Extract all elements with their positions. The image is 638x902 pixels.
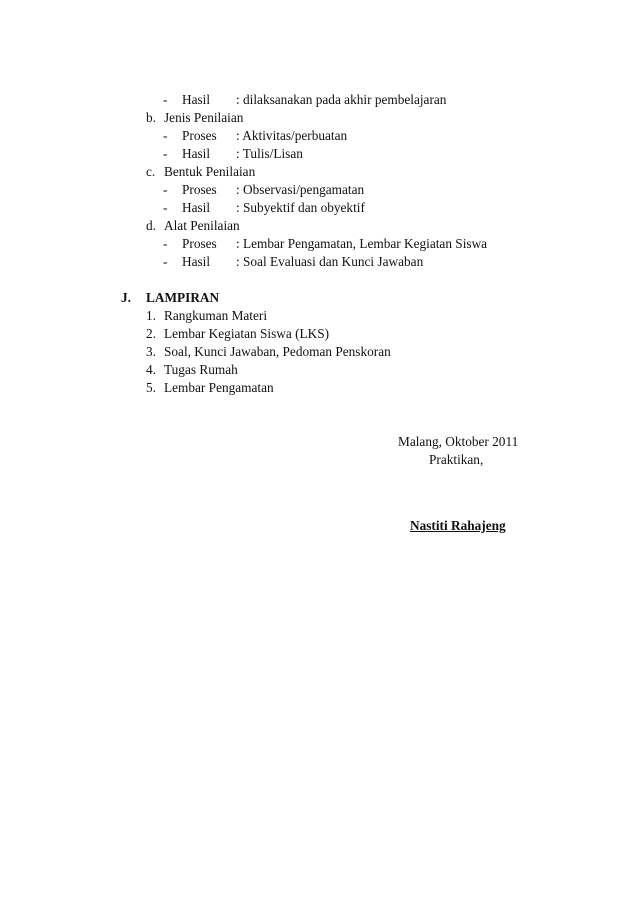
item-key: Hasil xyxy=(182,146,211,161)
item-key: Proses xyxy=(182,128,217,143)
signature-place-date: Malang, Oktober 2011 xyxy=(398,434,519,449)
item-value: : dilaksanakan pada akhir pembelajaran xyxy=(236,92,447,107)
item-number: 2. xyxy=(146,326,156,341)
item-text: Lembar Pengamatan xyxy=(164,380,274,395)
item-value: : Soal Evaluasi dan Kunci Jawaban xyxy=(236,254,424,269)
item-number: 1. xyxy=(146,308,156,323)
item-value: : Observasi/pengamatan xyxy=(236,182,365,197)
signature-name: Nastiti Rahajeng xyxy=(410,518,506,533)
item-key: Hasil xyxy=(182,92,211,107)
item-number: 3. xyxy=(146,344,156,359)
item-value: : Tulis/Lisan xyxy=(236,146,303,161)
item-number: 5. xyxy=(146,380,156,395)
item-text: Tugas Rumah xyxy=(164,362,238,377)
section-marker: c. xyxy=(146,164,156,179)
dash-marker: - xyxy=(163,236,168,251)
section-marker: J. xyxy=(121,290,131,305)
dash-marker: - xyxy=(163,254,168,269)
signature-role: Praktikan, xyxy=(429,452,484,467)
item-value: : Aktivitas/perbuatan xyxy=(236,128,348,143)
section-title: LAMPIRAN xyxy=(146,290,220,305)
item-key: Hasil xyxy=(182,254,211,269)
dash-marker: - xyxy=(163,200,168,215)
item-key: Hasil xyxy=(182,200,211,215)
section-marker: b. xyxy=(146,110,156,125)
section-title: Bentuk Penilaian xyxy=(164,164,256,179)
item-text: Lembar Kegiatan Siswa (LKS) xyxy=(164,326,330,341)
dash-marker: - xyxy=(163,182,168,197)
item-text: Rangkuman Materi xyxy=(164,308,268,323)
dash-marker: - xyxy=(163,146,168,161)
item-number: 4. xyxy=(146,362,156,377)
dash-marker: - xyxy=(163,92,168,107)
item-key: Proses xyxy=(182,182,217,197)
section-title: Alat Penilaian xyxy=(164,218,240,233)
item-value: : Subyektif dan obyektif xyxy=(236,200,365,215)
section-marker: d. xyxy=(146,218,156,233)
item-key: Proses xyxy=(182,236,217,251)
section-title: Jenis Penilaian xyxy=(164,110,244,125)
item-text: Soal, Kunci Jawaban, Pedoman Penskoran xyxy=(164,344,391,359)
item-value: : Lembar Pengamatan, Lembar Kegiatan Siswa xyxy=(236,236,488,251)
dash-marker: - xyxy=(163,128,168,143)
